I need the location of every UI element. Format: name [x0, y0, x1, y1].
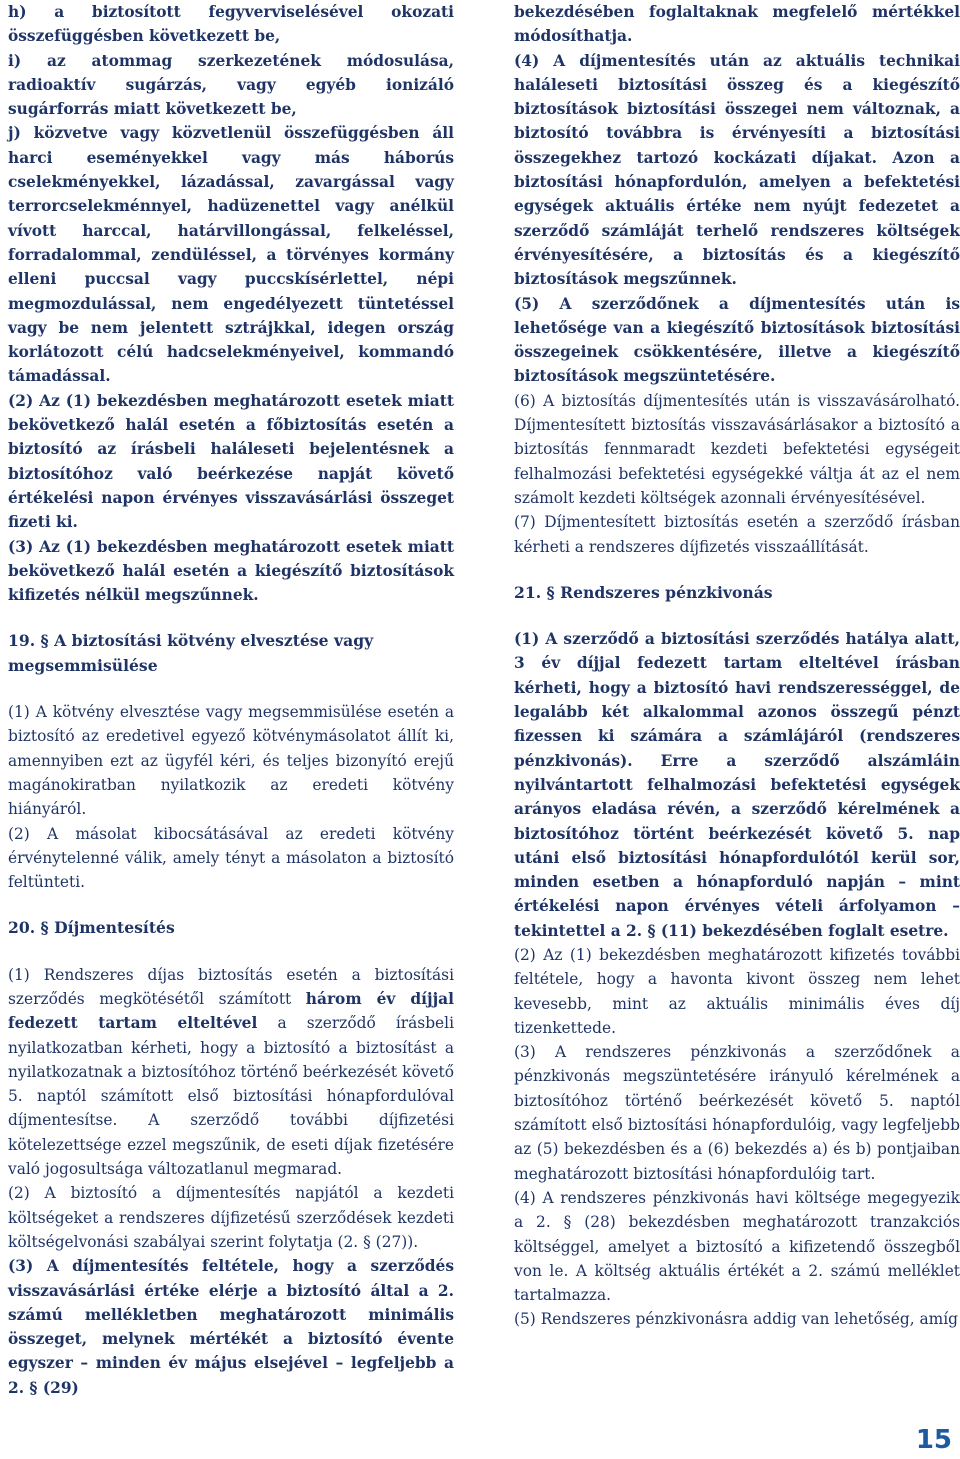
- paragraph-21-4: (4) A rendszeres pénzkivonás havi költsége megegyezik a 2. § (28) bekezdésben meghatározott tranzakciós költséggel, amelyet a biztosító a kifizetendő összegből von le. A költség aktuális értékét a 2. számú melléklet tartalmazza.: [514, 1188, 960, 1305]
- section-20-heading: 20. § Díjmentesítés: [8, 918, 175, 938]
- paragraph-20-4: [514, 49, 960, 292]
- page-number: 15: [915, 1425, 952, 1455]
- paragraph-19-2: (2) A másolat kibocsátásával az eredeti kötvény érvénytelenné válik, amely tényt a másolaton a biztosító feltünteti.: [8, 824, 454, 892]
- paragraph-20-3-cont: bekezdésében foglaltaknak megfelelő mértékkel módosíthatja.: [514, 3, 960, 46]
- paragraph-20-1: [8, 963, 454, 1182]
- paragraph-20-4-bold: (4) A díjmentesítés után az aktuális technikai haláleseti biztosítási összeg és a kiegészítő biztosítások biztosítási összegei nem változnak, a biztosító továbbra is érvényesíti a biztosítási összegekhez tartozó kockázati díjakat.: [514, 51, 960, 167]
- paragraph-18-3: (3) Az (1) bekezdésben meghatározott esetek miatt bekövetkező halál esetén a kiegészítő biztosítások kifizetés nélkül megszűnnek.: [8, 537, 454, 605]
- left-column: [8, 0, 454, 1400]
- paragraph-21-5: (5) Rendszeres pénzkivonásra addig van lehetőség, amíg: [514, 1310, 959, 1329]
- right-column: [514, 0, 960, 1332]
- paragraph-20-3: (3) A díjmentesítés feltétele, hogy a szerződés visszavásárlási értéke elérje a biztosító által a 2. számú mellékletben meghatározott minimális összeget, melynek mértékét a biztosító évente egyszer – minden év május elsejével – legfeljebb a 2. § (29): [8, 1257, 454, 1397]
- paragraph-20-5: (5) A szerződőnek a díjmentesítés után is lehetősége van a kiegészítő biztosítások biztosítási összegeinek csökkentésére, illetve a kiegészítő biztosítások megszüntetésére.: [514, 294, 960, 386]
- paragraph-i: i) az atommag szerkezetének módosulása, radioaktív sugárzás, vagy egyéb ionizáló sugárforrás miatt következett be,: [8, 51, 454, 119]
- paragraph-20-1-part-c: a szerződő írásbeli nyilatkozatban kérheti, hogy a biztosító a biztosítást a nyilatkozatnak a biztosítóhoz történő beérkezését követő 5. naptól számított első biztosítási hónapfordulóval díjmentesítse. A szerződő további díjfizetési kötelezettsége ezzel megszűnik, de eseti díjak fizetésére való jogosultsága változatlanul megmarad.: [8, 1014, 454, 1179]
- paragraph-j: j) közvetve vagy közvetlenül összefüggésben áll harci eseményekkel vagy más háborús cselekményekkel, lázadással, zavargással vagy terrorcselekménnyel, hadüzenettel vagy anélkül vívott harccal, határvillongással, felkeléssel, forradalommal, zendüléssel, a törvényes kormány elleni puccsal vagy puccskísérlettel, népi megmozdulással, nem engedélyezett tüntetéssel vagy be nem jelentett sztrájkkal, idegen ország korlátozott célú hadcselekményeivel, kommandó támadással.: [8, 124, 454, 386]
- paragraph-20-2: (2) A biztosító a díjmentesítés napjától a kezdeti költségeket a rendszeres díjfizetésű szerződések kezdeti költségelvonási szabályai szerint folytatja (2. § (27)).: [8, 1184, 454, 1251]
- paragraph-21-2: (2) Az (1) bekezdésben meghatározott kifizetés további feltétele, hogy a havonta kivont összeg nem lehet kevesebb, mint az aktuális minimális éves díj tizenkettede.: [514, 945, 960, 1037]
- section-19-heading: 19. § A biztosítási kötvény elvesztése vagy megsemmisülése: [8, 631, 374, 675]
- paragraph-18-2: (2) Az (1) bekezdésben meghatározott esetek miatt bekövetkező halál esetén a főbiztosítás esetén a biztosító az írásbeli haláleseti bejelentésnek a biztosítóhoz való beérkezése napját követő értékelési napon érvényes visszavásárlási összeget fizeti ki.: [8, 391, 454, 532]
- paragraph-20-1-part-a: (1) Rendszeres díjas biztosítás esetén a biztosítási szerződés megkötésétől számított: [8, 965, 454, 1008]
- section-21-heading: 21. § Rendszeres pénzkivonás: [514, 582, 773, 602]
- paragraph-21-3: (3) A rendszeres pénzkivonás a szerződőnek a pénzkivonás megszüntetésére irányuló kérelmének a biztosítóhoz történő beérkezését követő 5. naptól számított első biztosítási hónapfordulóig, vagy legfeljebb az (5) bekezdésben és a (6) bekezdés a) és b) pontjaiban meghatározott biztosítási hónapfordulóig tart.: [514, 1043, 960, 1183]
- paragraph-20-4-bold-2: Azon a biztosítási hónapfordulón, amelyen a befektetési egységek aktuális értéke nem nyújt fedezetet a szerződő számláját terhelő rendszeres költségek érvényesítésére, a biztosítás és a kiegészítő biztosítások megszűnnek.: [514, 148, 960, 289]
- paragraph-20-7: (7) Díjmentesített biztosítás esetén a szerződő írásban kérheti a rendszeres díjfizetés visszaállítását.: [514, 513, 960, 556]
- paragraph-19-1: (1) A kötvény elvesztése vagy megsemmisülése esetén a biztosító az eredetivel egyező kötvénymásolatot állít ki, amennyiben ezt az ügyfél kéri, és teljes bizonyító erejű magánokiratban nyilatkozik az eredeti kötvény hiányáról.: [8, 703, 454, 819]
- paragraph-20-6: (6) A biztosítás díjmentesítés után is visszavásárolható. Díjmentesített biztosítás visszavásárlásakor a biztosító a biztosítás fennmaradt kezdeti befektetési egységeit felhalmozási befektetési egységekké váltja át az el nem számolt kezdeti költségek azonnali érvényesítésével.: [514, 391, 960, 507]
- paragraph-h: h) a biztosított fegyverviselésével okozati összefüggésben következett be,: [8, 3, 454, 46]
- paragraph-20-1-bold: három év díjjal fedezett tartam elteltével: [8, 989, 454, 1033]
- paragraph-21-1: (1) A szerződő a biztosítási szerződés hatálya alatt, 3 év díjjal fedezett tartam elteltével írásban kérheti, hogy a biztosító havi rendszerességgel, de legalább két alkalommal azonos összegű pénzt fizessen ki számára a számlájáról (rendszeres pénzkivonás). Erre a szerződő alszámláin nyilvántartott felhalmozási befektetési egységek arányos eladása révén, a szerződő kérelmének a biztosítóhoz történt beérkezését követő 5. nap utáni első biztosítási hónapfordulótól kerül sor, minden esetben a hónapforduló napján – mint értékelési napon érvényes vételi árfolyamon – tekintettel a 2. § (11) bekezdésében foglalt esetre.: [514, 630, 960, 940]
